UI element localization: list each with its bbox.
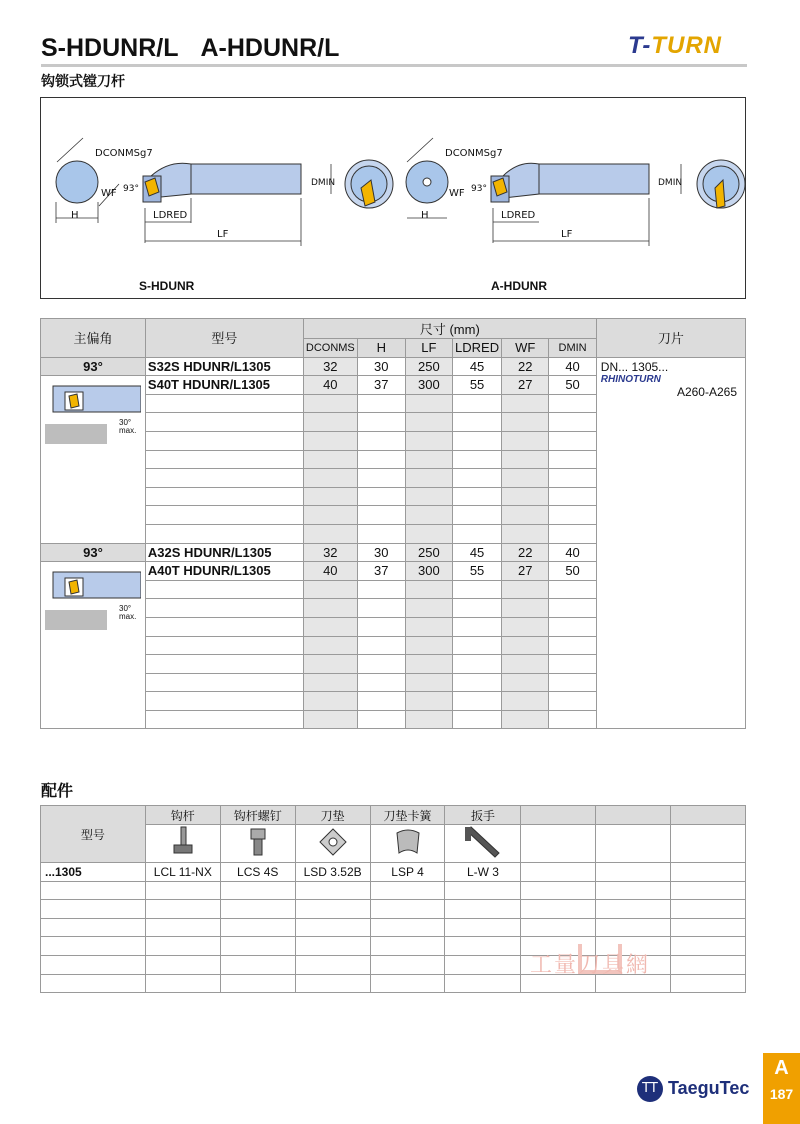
acc-value-cell: LSP 4 (370, 863, 445, 882)
acc-col-header: 钩杆螺钉 (220, 806, 295, 825)
lf-label: LF (217, 229, 229, 240)
value-cell: 37 (357, 376, 405, 395)
value-cell: 300 (405, 562, 452, 581)
value-cell: 22 (502, 357, 549, 376)
value-cell: 50 (549, 562, 596, 581)
acc-model-cell: ...1305 (41, 863, 146, 882)
watermark-text: 工量刀具網 (530, 953, 651, 978)
value-cell: 37 (357, 562, 405, 581)
t-turn-logo (628, 32, 722, 60)
acc-col-header: 扳手 (445, 806, 521, 825)
value-cell: 300 (405, 376, 452, 395)
angle-label: 93° (123, 184, 139, 194)
boring-bar-thumbnail-icon (43, 564, 141, 636)
tool-diagram (40, 97, 746, 299)
acc-col-header: 钩杆 (145, 806, 220, 825)
value-cell: 30 (357, 543, 405, 562)
value-cell: 22 (502, 543, 549, 562)
page-title (41, 34, 339, 63)
brand-prefix: T- (628, 32, 652, 59)
acc-col-header: 刀垫卡簧 (370, 806, 445, 825)
title-rule (41, 64, 747, 67)
acc-col-header (596, 806, 671, 825)
h-label: H (71, 210, 79, 221)
page-subtitle: 钩锁式镗刀杆 (41, 74, 125, 90)
acc-value-cell: LCL 11-NX (145, 863, 220, 882)
value-cell: 45 (453, 543, 502, 562)
value-cell: 32 (303, 357, 357, 376)
spec-table (40, 318, 746, 729)
dconms-label: DCONMSg7 (95, 148, 153, 159)
value-cell: 30 (357, 357, 405, 376)
lf-label-a: LF (561, 229, 573, 240)
angle-cell: 93° (41, 543, 146, 562)
dim-header: H (357, 339, 405, 358)
value-cell: 27 (502, 562, 549, 581)
acc-value-cell: LCS 4S (220, 863, 295, 882)
page-letter: A (774, 1057, 789, 1079)
model-cell: A32S HDUNR/L1305 (145, 543, 303, 562)
value-cell: 40 (303, 376, 357, 395)
value-cell: 40 (549, 543, 596, 562)
value-cell: 50 (549, 376, 596, 395)
accessories-title: 配件 (41, 781, 74, 800)
dim-header: DMIN (549, 339, 596, 358)
col-insert-header: 刀片 (596, 319, 745, 358)
dim-header: DCONMS (303, 339, 357, 358)
title-a: A-HDUNR/L (200, 34, 340, 62)
shim-spring-icon (370, 825, 445, 863)
value-cell: 55 (453, 376, 502, 395)
value-cell: 27 (502, 376, 549, 395)
tool-drawing-icon (41, 98, 745, 298)
wrench-icon (445, 825, 521, 863)
ldred-label-a: LDRED (501, 210, 536, 221)
boring-bar-thumbnail-icon (43, 378, 141, 450)
model-cell: A40T HDUNR/L1305 (145, 562, 303, 581)
company-name: TaeguTec (668, 1078, 750, 1098)
clamp-lever-icon (145, 825, 220, 863)
model-cell: S40T HDUNR/L1305 (145, 376, 303, 395)
col-model-header: 型号 (145, 319, 303, 358)
dmin-label-a: DMIN (658, 178, 683, 188)
shim-icon (295, 825, 370, 863)
acc-model-header: 型号 (41, 806, 146, 863)
wf-label-a: WF (449, 188, 465, 199)
acc-value-cell: LSD 3.52B (295, 863, 370, 882)
acc-col-header (521, 806, 596, 825)
h-label-a: H (421, 210, 429, 221)
insert-cell (596, 357, 745, 729)
angle-cell: 93° (41, 357, 146, 376)
acc-col-header: 刀垫 (295, 806, 370, 825)
col-dims-header: 尺寸 (mm) (303, 319, 596, 339)
title-s: S-HDUNR/L (41, 34, 179, 62)
value-cell: 40 (303, 562, 357, 581)
dim-header: LDRED (453, 339, 502, 358)
tool-thumb-cell (41, 562, 146, 729)
dim-header: WF (502, 339, 549, 358)
max-angle-label: 30° max. (119, 418, 137, 436)
insert-text: DN... 1305... (600, 359, 669, 374)
max-angle-label: 30° max. (119, 604, 137, 622)
value-cell: 250 (405, 543, 452, 562)
value-cell: 40 (549, 357, 596, 376)
tool-thumb-cell (41, 376, 146, 543)
value-cell: 55 (453, 562, 502, 581)
rhinoturn-logo: RHINOTURN (600, 373, 661, 385)
dmin-label: DMIN (311, 178, 336, 188)
acc-col-header (671, 806, 746, 825)
page-number: 187 (769, 1086, 794, 1102)
value-cell: 45 (453, 357, 502, 376)
dim-header: LF (405, 339, 452, 358)
clamp-screw-icon (220, 825, 295, 863)
value-cell: 250 (405, 357, 452, 376)
value-cell: 32 (303, 543, 357, 562)
model-cell: S32S HDUNR/L1305 (145, 357, 303, 376)
ldred-label: LDRED (153, 210, 188, 221)
a-hdunr-label: A-HDUNR (491, 279, 547, 293)
brand-word: TURN (651, 32, 722, 59)
taegutec-logo-icon: TT (637, 1076, 663, 1102)
page-tab (763, 1053, 800, 1124)
acc-value-cell: L-W 3 (445, 863, 521, 882)
angle-label-a: 93° (471, 184, 487, 194)
wf-label: WF (101, 188, 117, 199)
col-angle-header: 主偏角 (41, 319, 146, 358)
insert-pages: A260-A265 (676, 384, 737, 399)
s-hdunr-label: S-HDUNR (139, 279, 195, 293)
dconms-label-a: DCONMSg7 (445, 148, 503, 159)
